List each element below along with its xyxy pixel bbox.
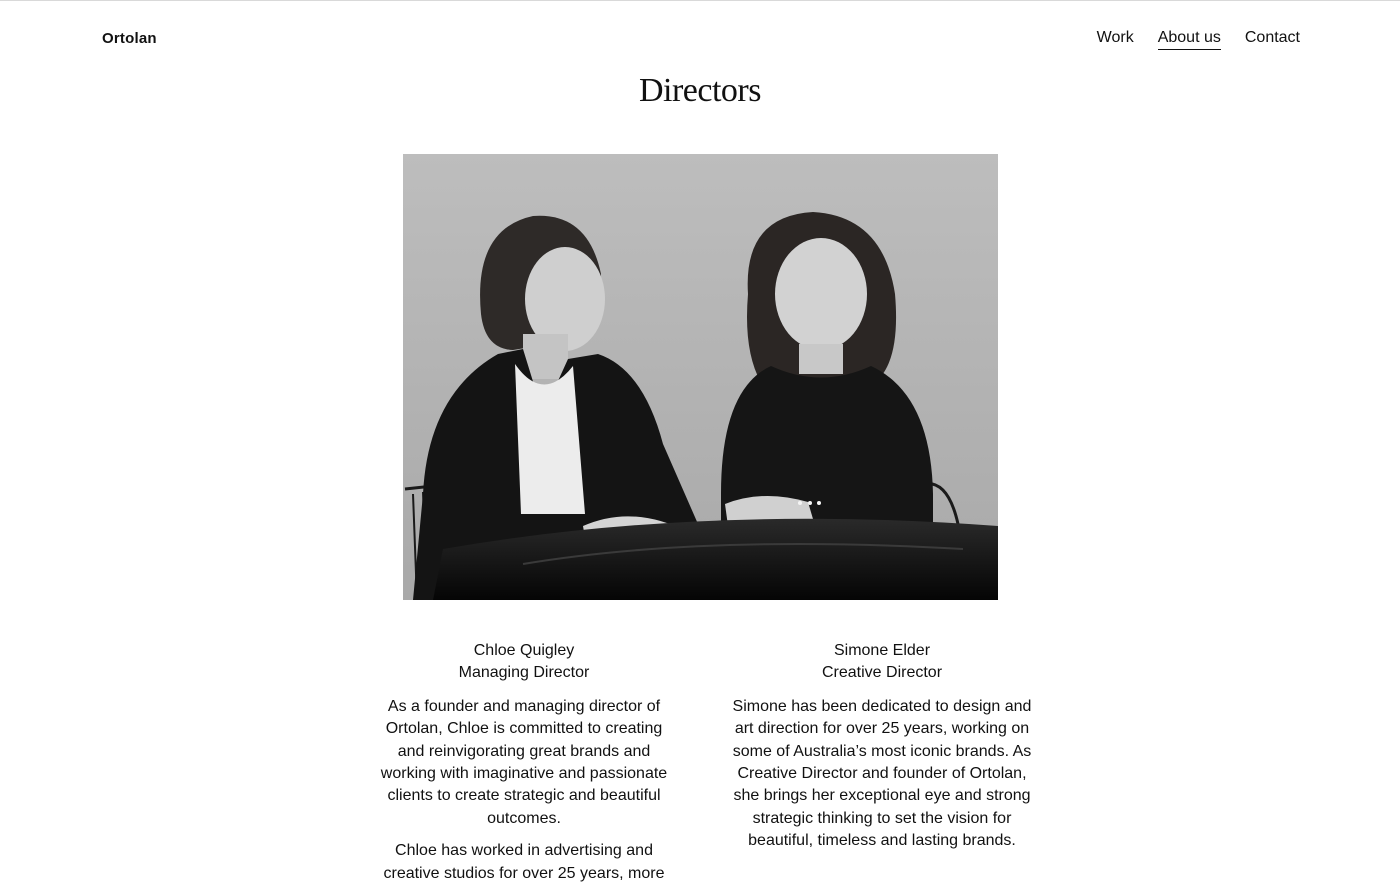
nav-link-about-us[interactable]: About us [1158, 29, 1221, 50]
director-bio-paragraph: Chloe has worked in advertising and creative studios for over 25 years, more [383, 842, 665, 882]
page-title: Directors [638, 72, 761, 109]
nav-link-work[interactable]: Work [1096, 29, 1134, 46]
director-role: Creative Director [821, 664, 943, 682]
director-simone [732, 640, 1032, 853]
director-bio-paragraph: Simone has been dedicated to design and art direction for over 25 years, working on some of Australia’s most iconic brands. As Creative Director and founder of Ortolan, she brings her exceptional eye and strong strategic thinking to set the vision for beautiful, timeless and lasting brands. [732, 697, 1032, 850]
director-chloe [374, 640, 674, 885]
director-bio-paragraph: As a founder and managing director of Ortolan, Chloe is committed to creating and reinvigorating great brands and working with imaginative and passionate clients to create strategic and beautiful outcomes. [380, 697, 668, 827]
main-nav [1097, 29, 1300, 50]
director-role: Managing Director [458, 664, 590, 682]
directors-photo [403, 154, 998, 600]
directors-photo-illustration [403, 154, 998, 600]
director-name: Simone Elder [833, 642, 931, 659]
site-header [0, 0, 1400, 70]
nav-link-contact[interactable]: Contact [1244, 29, 1300, 46]
site-logo[interactable]: Ortolan [102, 30, 157, 47]
director-name: Chloe Quigley [473, 642, 575, 659]
